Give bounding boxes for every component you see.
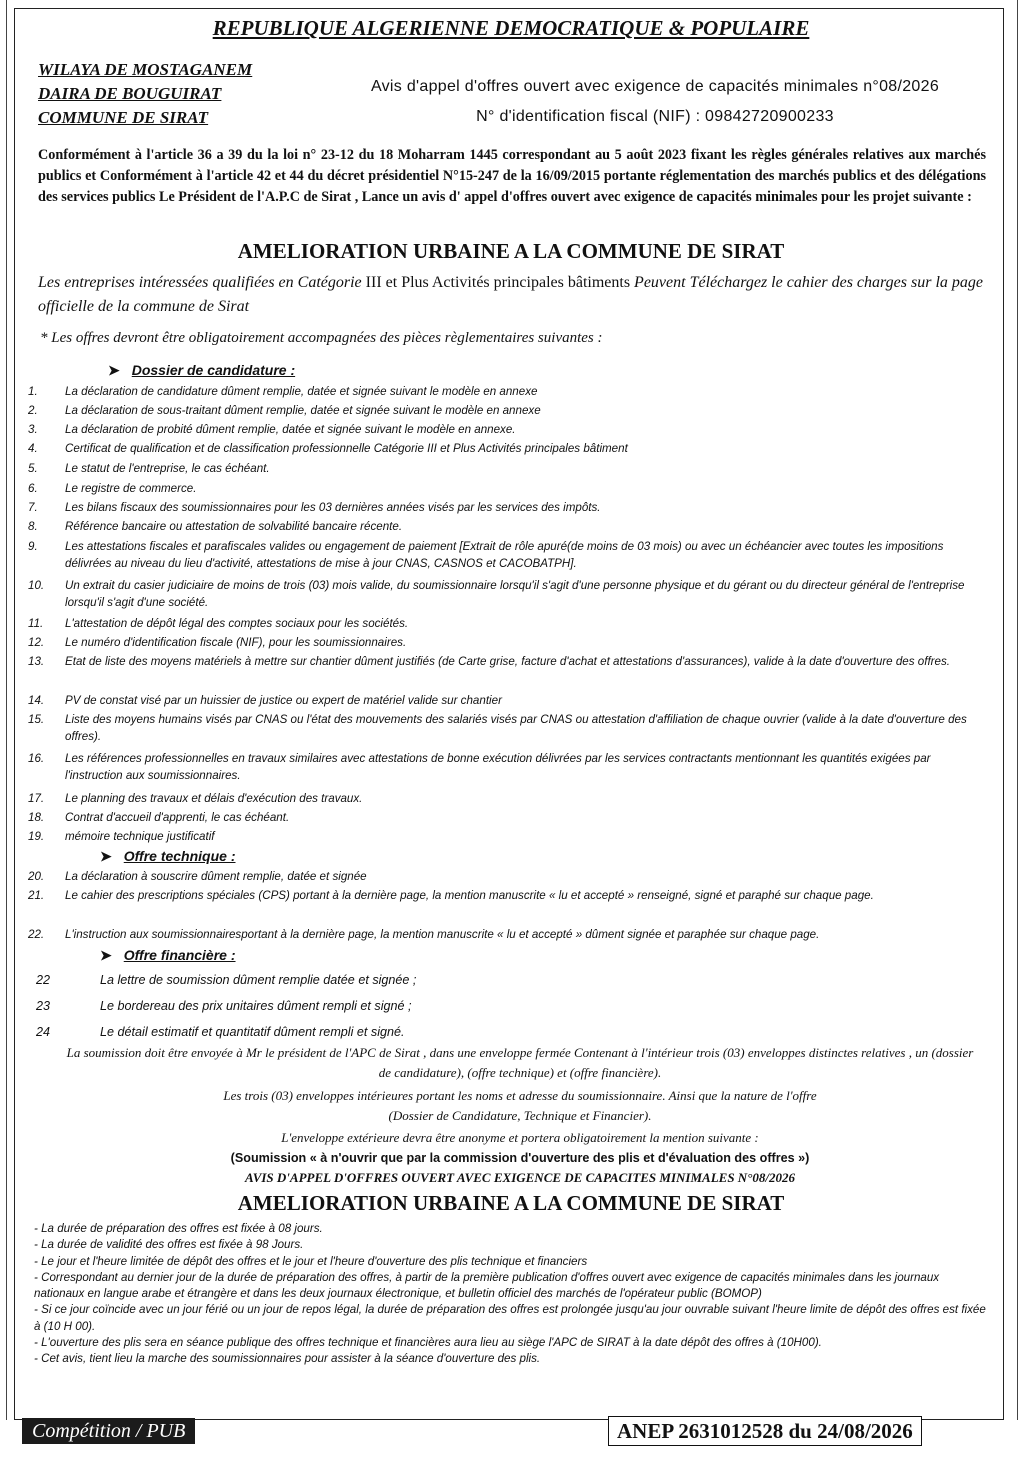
item-text: La déclaration à souscrire dûment remplie, datée et signée — [65, 870, 367, 883]
item-text: La lettre de soumission dûment remplie datée et signée ; — [100, 973, 417, 987]
item-text: PV de constat visé par un huissier de justice ou expert de matériel valide sur chantier — [65, 694, 502, 707]
condition-item: - L'ouverture des plis sera en séance publique des offres technique et financières aura lieu au siège l'APC de SIRAT à la date dépôt des offres à (10H00). — [34, 1336, 822, 1350]
list-item — [28, 577, 986, 611]
conditions-list — [34, 1221, 986, 1368]
avis-header — [320, 72, 990, 132]
item-text: Les références professionnelles en travaux similaires avec attestations de bonne exécution délivrées par les services contractants mentionnant les quantités exigées par l'instruction aux soumissionnaires. — [65, 752, 931, 782]
list-item — [28, 480, 986, 497]
list-item — [28, 750, 986, 784]
item-text: Un extrait du casier judiciaire de moins de trois (03) mois valide, du soumissionnaire lorsqu'il s'agit d'une personne physique et du gérant ou du directeur général de l'entreprise lorsqu'il s'agit d'une société. — [65, 579, 965, 609]
item-number: 3. — [28, 423, 38, 436]
list-item — [28, 538, 986, 572]
item-number: 7. — [28, 501, 38, 514]
pub-badge: Compétition / PUB — [22, 1418, 195, 1444]
item-text: Certificat de qualification et de classification professionnelle Catégorie III et Plus Activités principales bâtiment — [65, 442, 628, 455]
item-text: Les attestations fiscales et parafiscales valides ou engagement de paiement [Extrait de rôle apuré(de moins de 03 mois) ou avec un échéancier avec toutes les impositions délivrées au niveau du lieu d'activité, attestations de mise à jour CNAS, CASNOS et CACOBATPH]. — [65, 540, 944, 570]
section-financiere — [100, 947, 236, 964]
list-item — [28, 809, 986, 826]
commune-line: COMMUNE DE SIRAT — [38, 108, 209, 127]
anep-reference: ANEP 2631012528 du 24/08/2026 — [608, 1416, 922, 1446]
section-financiere-label: Offre financière : — [123, 947, 236, 963]
list-item — [28, 518, 986, 535]
item-text: Le détail estimatif et quantitatif dûment rempli et signé. — [100, 1025, 405, 1039]
item-number: 14. — [28, 694, 45, 707]
list-item — [28, 887, 986, 904]
section-technique — [100, 848, 236, 865]
item-number: 22. — [28, 928, 45, 941]
project-title: AMELIORATION URBAINE A LA COMMUNE DE SIRAT — [237, 239, 785, 263]
pieces-intro: * Les offres devront être obligatoirement accompagnées des pièces règlementaires suivantes : — [40, 330, 603, 346]
daira-line: DAIRA DE BOUGUIRAT — [38, 84, 222, 103]
section-candidature — [108, 362, 295, 379]
item-text: Liste des moyens humains visés par CNAS ou l'état des mouvements des salariés visés par CNAS ou attestation d'affiliation de chaque ouvrier (valide à la date d'ouverture des offres). — [65, 713, 967, 743]
list-item — [28, 692, 986, 709]
closing-line-3: (Dossier de Candidature, Technique et Financier). — [388, 1108, 652, 1123]
list-item — [36, 972, 994, 989]
item-text: Etat de liste des moyens matériels à mettre sur chantier dûment justifiés (de Carte grise, facture d'achat et attestations d'assurances), valide à la date d'ouverture des offres. — [65, 655, 950, 668]
closing-line-5: (Soumission « à n'ouvrir que par la commission d'ouverture des plis et d'évaluation des offres ») — [230, 1151, 810, 1165]
item-number: 9. — [28, 540, 38, 553]
item-text: mémoire technique justificatif — [65, 830, 215, 843]
item-number: 17. — [28, 792, 45, 805]
list-item — [36, 998, 994, 1015]
item-number: 13. — [28, 655, 45, 668]
condition-item: - Le jour et l'heure limitée de dépôt des offres et le jour et l'heure d'ouverture des plis technique et financiers — [34, 1254, 588, 1268]
item-number: 10. — [28, 579, 45, 592]
item-number: 1. — [28, 385, 38, 398]
closing-line-4: L'enveloppe extérieure devra être anonyme et portera obligatoirement la mention suivante : — [281, 1130, 759, 1145]
condition-item: - Cet avis, tient lieu la marche des soumissionnaires pour assister à la séance d'ouverture des plis. — [34, 1352, 541, 1366]
closing-line-6: AVIS D'APPEL D'OFFRES OUVERT AVEC EXIGENCE DE CAPACITES MINIMALES N°08/2026 — [244, 1170, 795, 1185]
closing-line-1: La soumission doit être envoyée à Mr le président de l'APC de Sirat , dans une enveloppe fermée Contenant à l'intérieur trois (03) enveloppes distinctes relatives , un (dossier de candidature), (offre technique) et (offre financière). — [66, 1045, 974, 1080]
item-text: Le registre de commerce. — [65, 482, 197, 495]
item-text: Contrat d'accueil d'apprenti, le cas échéant. — [65, 811, 290, 824]
arrow-icon: ➤ — [100, 947, 112, 963]
condition-item: - Correspondant au dernier jour de la durée de préparation des offres, à partir de la première publication d'offres ouvert avec exigence de capacités minimales dans les journaux nationaux en langue arabe et étrangère et dans les deux journaux électronique, et bulletin officiel des marchés de l'opérateur public (BOMOP) — [34, 1270, 940, 1301]
list-item — [28, 460, 986, 477]
list-item — [28, 828, 986, 845]
wilaya-line: WILAYA DE MOSTAGANEM — [38, 60, 253, 79]
item-number: 5. — [28, 462, 38, 475]
item-text: L'instruction aux soumissionnairesportant à la dernière page, la mention manuscrite « lu et accepté » dûment signée et paraphée sur chaque page. — [65, 928, 820, 941]
list-item — [28, 499, 986, 516]
qualification-paragraph — [38, 271, 986, 319]
list-item — [28, 440, 986, 457]
intro-paragraph: Conformément à l'article 36 a 39 du la loi n° 23-12 du 18 Moharram 1445 correspondant au 5 août 2023 fixant les règles générales relatives aux marchés publics et Conformément à l'article 42 et 44 du décret présidentiel N°15-247 de la 16/09/2015 portante réglementation des marchés publics et des délégations des services publics Le Président de l'A.P.C de Sirat , Lance un avis d' appel d'offres ouvert avec exigence de capacités minimales pour les projet suivante : — [38, 147, 986, 205]
item-number: 12. — [28, 636, 45, 649]
item-number: 4. — [28, 442, 38, 455]
list-item — [28, 383, 986, 400]
qualification-part1: Les entreprises intéressées qualifiées en Catégorie — [38, 274, 366, 291]
item-text: Les bilans fiscaux des soumissionnaires pour les 03 dernières années visés par les services des impôts. — [65, 501, 601, 514]
project-title-repeat: AMELIORATION URBAINE A LA COMMUNE DE SIRAT — [237, 1191, 785, 1215]
condition-item: - Si ce jour coïncide avec un jour férié ou un jour de repos légal, la durée de préparation des offres est prolongée jusqu'au jour ouvrable suivant l'heure limite de dépôt des offres est fixée à (10 H 00). — [34, 1303, 986, 1333]
section-technique-label: Offre technique : — [123, 848, 236, 864]
item-text: Le bordereau des prix unitaires dûment rempli et signé ; — [100, 999, 412, 1013]
item-text: Référence bancaire ou attestation de solvabilité bancaire récente. — [65, 520, 403, 533]
administration-block — [38, 58, 252, 130]
item-number: 24 — [36, 1025, 51, 1039]
republic-title: REPUBLIQUE ALGERIENNE DEMOCRATIQUE & POPULAIRE — [212, 16, 810, 40]
list-item — [28, 615, 986, 632]
avis-number: Avis d'appel d'offres ouvert avec exigence de capacités minimales n°08/2026 — [370, 78, 940, 95]
list-item — [28, 653, 986, 670]
item-number: 18. — [28, 811, 45, 824]
item-text: Le cahier des prescriptions spéciales (CPS) portant à la dernière page, la mention manuscrite « lu et accepté » renseigné, signé et paraphé sur chaque page. — [65, 889, 874, 902]
item-text: Le numéro d'identification fiscale (NIF), pour les soumissionnaires. — [65, 636, 407, 649]
condition-item: - La durée de préparation des offres est fixée à 08 jours. — [34, 1222, 323, 1235]
item-number: 8. — [28, 520, 38, 533]
item-number: 21. — [28, 889, 45, 902]
item-text: Le statut de l'entreprise, le cas échéant. — [65, 462, 270, 475]
qualification-part2: III et Plus Activités principales bâtiments — [365, 274, 631, 291]
condition-item: - La durée de validité des offres est fixée à 98 Jours. — [34, 1238, 304, 1252]
item-text: L'attestation de dépôt légal des comptes sociaux pour les sociétés. — [65, 617, 409, 630]
item-number: 22 — [36, 973, 51, 987]
arrow-icon: ➤ — [108, 362, 120, 378]
item-number: 19. — [28, 830, 45, 843]
list-item — [28, 634, 986, 651]
list-item — [28, 421, 986, 438]
list-item — [28, 926, 986, 943]
qualification-part3: Peuvent Téléchargez le cahier des charges sur la page officielle de la commune de Sirat — [38, 274, 983, 315]
list-item — [28, 790, 986, 807]
item-number: 23 — [36, 999, 51, 1013]
arrow-icon: ➤ — [100, 848, 112, 864]
item-number: 20. — [28, 870, 45, 883]
item-text: La déclaration de probité dûment remplie, datée et signée suivant le modèle en annexe. — [65, 423, 516, 436]
closing-line-2: Les trois (03) enveloppes intérieures portant les noms et adresse du soumissionnaire. Ainsi que la nature de l'offre — [223, 1088, 817, 1103]
item-text: La déclaration de candidature dûment remplie, datée et signée suivant le modèle en annexe — [65, 385, 538, 398]
list-item — [28, 402, 986, 419]
list-item — [28, 868, 986, 885]
section-candidature-label: Dossier de candidature : — [131, 362, 296, 378]
item-number: 11. — [28, 617, 44, 630]
nif-number: N° d'identification fiscal (NIF) : 09842720900233 — [476, 108, 834, 125]
item-number: 15. — [28, 713, 45, 726]
item-text: Le planning des travaux et délais d'exécution des travaux. — [65, 792, 363, 805]
list-item — [36, 1024, 994, 1041]
list-item — [28, 711, 986, 745]
item-text: La déclaration de sous-traitant dûment remplie, datée et signée suivant le modèle en annexe — [65, 404, 541, 417]
item-number: 2. — [28, 404, 38, 417]
item-number: 6. — [28, 482, 38, 495]
item-number: 16. — [28, 752, 45, 765]
